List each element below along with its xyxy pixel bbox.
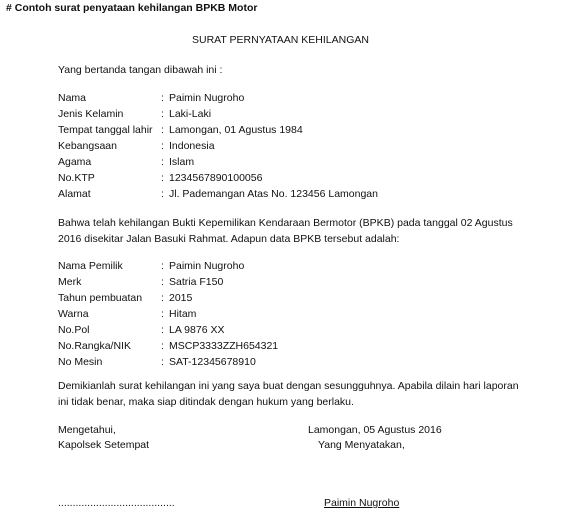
closing-line: Demikianlah surat kehilangan ini yang saya buat dengan sesungguhnya. Apabila dilain hari laporan (58, 380, 519, 392)
letter-title: SURAT PERNYATAAN KEHILANGAN (192, 34, 369, 46)
identity-row (58, 108, 211, 121)
vehicle-row (58, 324, 224, 337)
vehicle-label: Merk (58, 276, 82, 288)
identity-label: Agama (58, 156, 92, 168)
identity-value: Laki-Laki (169, 108, 212, 120)
vehicle-label: Tahun pembuatan (58, 292, 143, 304)
colon: : (161, 92, 164, 104)
statement-line: Bahwa telah kehilangan Bukti Kepemilikan Kendaraan Bermotor (BPKB) pada tanggal 02 Agustus (58, 217, 513, 229)
colon: : (161, 276, 164, 288)
identity-value: Lamongan, 01 Agustus 1984 (169, 124, 303, 136)
vehicle-value: Satria F150 (169, 276, 224, 288)
police-chief-label: Kapolsek Setempat (58, 439, 150, 451)
colon: : (161, 140, 164, 152)
declarant-label: Yang Menyatakan, (318, 439, 405, 451)
vehicle-row (58, 276, 223, 289)
identity-row (58, 124, 303, 137)
identity-label: Jenis Kelamin (58, 108, 124, 120)
vehicle-row (58, 356, 256, 369)
identity-value: 1234567890100056 (169, 172, 263, 184)
closing-paragraph (58, 378, 524, 410)
document-header: # Contoh surat penyataan kehilangan BPKB Motor (6, 2, 258, 14)
colon: : (161, 124, 164, 136)
police-signature-line: ........................................ (58, 497, 175, 509)
statement-line: 2016 disekitar Jalan Basuki Rahmat. Adapun data BPKB tersebut adalah: (58, 233, 400, 245)
vehicle-value: Hitam (169, 308, 197, 320)
colon: : (161, 172, 164, 184)
statement-paragraph (58, 215, 524, 247)
vehicle-label: Nama Pemilik (58, 260, 123, 272)
colon: : (161, 308, 164, 320)
vehicle-label: Warna (58, 308, 89, 320)
closing-line: ini tidak benar, maka siap ditindak dengan hukum yang berlaku. (58, 396, 354, 408)
vehicle-label: No.Pol (58, 324, 90, 336)
identity-value: Paimin Nugroho (169, 92, 245, 104)
identity-label: No.KTP (58, 172, 95, 184)
declarant-signature-name: Paimin Nugroho (324, 497, 400, 509)
colon: : (161, 188, 164, 200)
vehicle-value: SAT-12345678910 (169, 356, 256, 368)
vehicle-value: Paimin Nugroho (169, 260, 245, 272)
vehicle-row (58, 308, 196, 321)
colon: : (161, 260, 164, 272)
vehicle-value: LA 9876 XX (169, 324, 225, 336)
vehicle-label: No Mesin (58, 356, 103, 368)
colon: : (161, 292, 164, 304)
identity-row (58, 140, 215, 153)
identity-row (58, 188, 378, 201)
identity-value: Indonesia (169, 140, 215, 152)
vehicle-value: 2015 (169, 292, 193, 304)
identity-row (58, 92, 244, 105)
vehicle-label: No.Rangka/NIK (58, 340, 131, 352)
identity-label: Kebangsaan (58, 140, 117, 152)
intro-text: Yang bertanda tangan dibawah ini : (58, 64, 223, 76)
identity-row (58, 172, 262, 185)
colon: : (161, 108, 164, 120)
identity-row (58, 156, 194, 169)
colon: : (161, 340, 164, 352)
identity-label: Tempat tanggal lahir (58, 124, 153, 136)
colon: : (161, 324, 164, 336)
acknowledged-label: Mengetahui, (58, 424, 116, 436)
vehicle-value: MSCP3333ZZH654321 (169, 340, 279, 352)
vehicle-row (58, 340, 278, 353)
identity-label: Alamat (58, 188, 91, 200)
colon: : (161, 356, 164, 368)
identity-value: Islam (169, 156, 195, 168)
vehicle-row (58, 260, 244, 273)
colon: : (161, 156, 164, 168)
identity-label: Nama (58, 92, 87, 104)
place-date: Lamongan, 05 Agustus 2016 (308, 424, 442, 436)
identity-value: Jl. Pademangan Atas No. 123456 Lamongan (169, 188, 378, 200)
vehicle-row (58, 292, 192, 305)
